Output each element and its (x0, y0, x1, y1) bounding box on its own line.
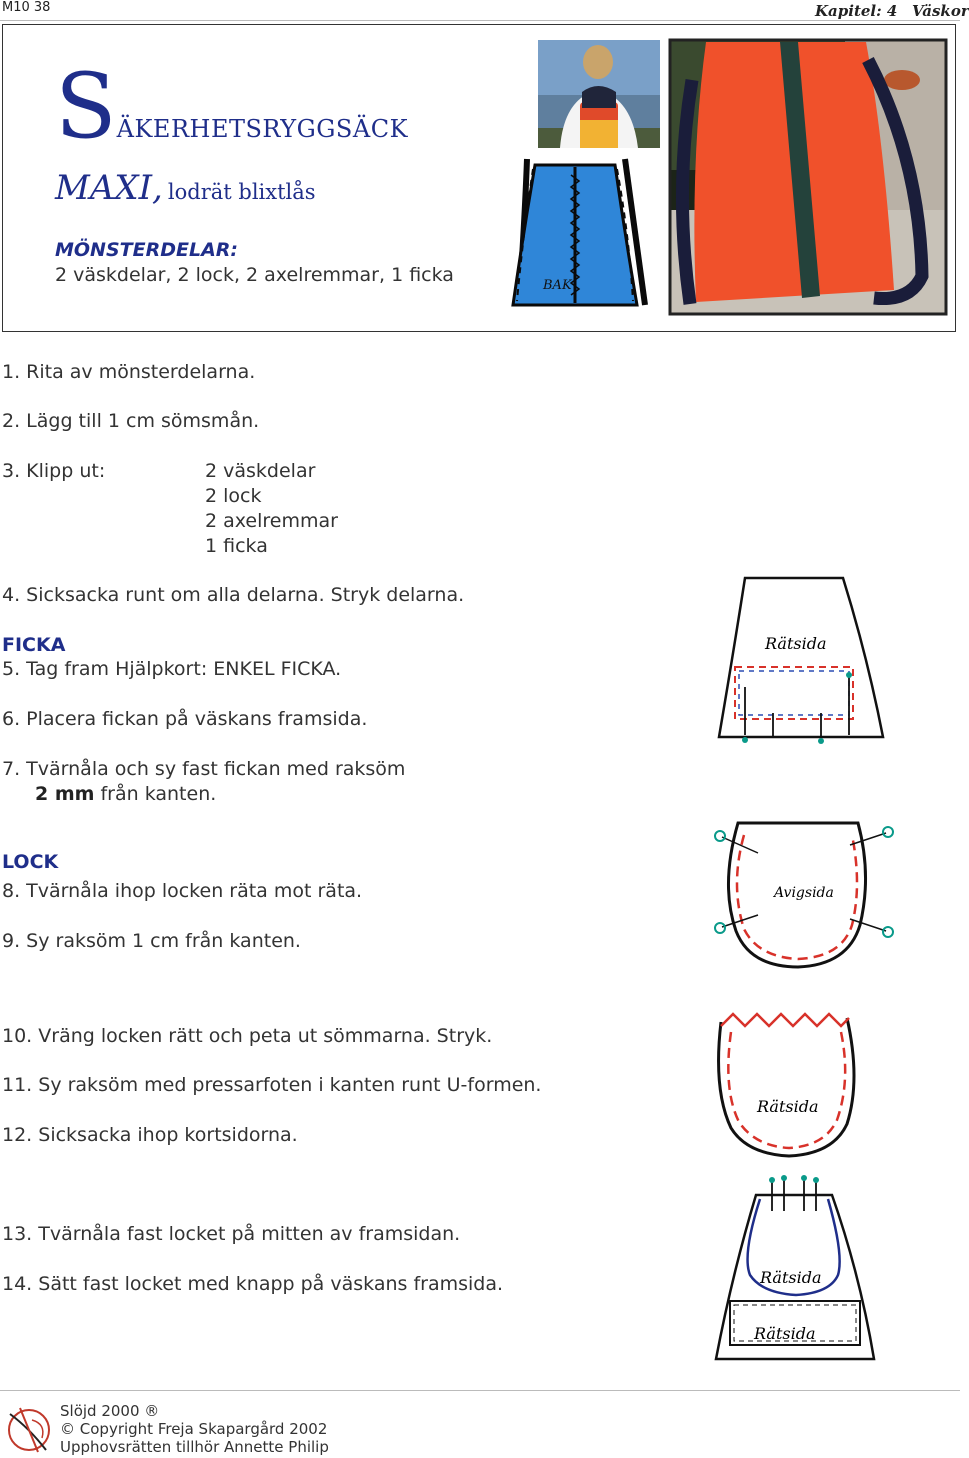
cut-item: 2 axelremmar (205, 510, 338, 532)
step-8: 8. Tvärnåla ihop locken räta mot räta. (2, 880, 363, 902)
chapter-label: Kapitel: 4 (815, 2, 898, 20)
sketch-lid-turned (713, 1010, 863, 1160)
section-ficka: FICKA (2, 634, 66, 656)
footer-line-2: © Copyright Freja Skapargård 2002 (60, 1420, 328, 1438)
page-title (55, 54, 408, 159)
section-label: Väskor (912, 2, 969, 20)
cut-item: 2 väskdelar (205, 460, 316, 482)
footer-line-1: Slöjd 2000 ® (60, 1402, 160, 1420)
sketch-label: Rätsida (765, 634, 827, 653)
footer-line-3: Upphovsrätten tillhör Annette Philip (60, 1438, 329, 1456)
step-6: 6. Placera fickan på väskans framsida. (2, 708, 368, 730)
step-9: 9. Sy raksöm 1 cm från kanten. (2, 930, 301, 952)
title-rest: äkerhetsryggsäck (116, 106, 408, 146)
sketch-lid-attached (712, 1175, 882, 1365)
backpack-back-illustration (505, 155, 655, 315)
sketch-pocket-placement (715, 575, 885, 750)
photo-red-backpack (670, 40, 946, 314)
subtitle-rest: lodrät blixtlås (167, 180, 316, 204)
section-lock: LOCK (2, 851, 59, 873)
pattern-heading: MÖNSTERDELAR: (55, 239, 239, 261)
step-4: 4. Sicksacka runt om alla delarna. Stryk delarna. (2, 584, 465, 606)
step-1: 1. Rita av mönsterdelarna. (2, 361, 256, 383)
sketch-label: Rätsida (760, 1268, 822, 1287)
bak-label: BAK (543, 278, 572, 293)
step-5: 5. Tag fram Hjälpkort: ENKEL FICKA. (2, 658, 342, 680)
slojd-logo-icon (2, 1400, 56, 1456)
subtitle-maxi: MAXI, (55, 168, 163, 208)
step-2: 2. Lägg till 1 cm sömsmån. (2, 410, 260, 432)
top-rule (0, 20, 960, 21)
sketch-label: Avigsida (774, 885, 834, 901)
step-3: 3. Klipp ut: (2, 460, 106, 482)
sketch-label: Rätsida (757, 1097, 819, 1116)
cut-item: 2 lock (205, 485, 262, 507)
photo-person-backpack (538, 40, 660, 148)
pattern-list: 2 väskdelar, 2 lock, 2 axelremmar, 1 ficka (55, 264, 454, 286)
page-subtitle (55, 168, 316, 208)
title-initial: S (55, 54, 117, 159)
step-11: 11. Sy raksöm med pressarfoten i kanten runt U-formen. (2, 1074, 542, 1096)
step-14: 14. Sätt fast locket med knapp på väskans framsida. (2, 1273, 504, 1295)
sketch-lid-pinned (700, 815, 890, 980)
step-7: 7. Tvärnåla och sy fast fickan med raksöm (2, 758, 406, 780)
step-10: 10. Vräng locken rätt och peta ut sömmarna. Stryk. (2, 1025, 493, 1047)
step-7-continued (35, 783, 216, 805)
cut-item: 1 ficka (205, 535, 268, 557)
step-7-rest: från kanten. (94, 783, 217, 805)
step-13: 13. Tvärnåla fast locket på mitten av framsidan. (2, 1223, 461, 1245)
step-7-bold: 2 mm (35, 783, 95, 805)
sketch-label: Rätsida (754, 1324, 816, 1343)
step-12: 12. Sicksacka ihop kortsidorna. (2, 1124, 298, 1146)
page-code: M10 38 (2, 0, 51, 15)
bottom-rule (0, 1390, 960, 1391)
